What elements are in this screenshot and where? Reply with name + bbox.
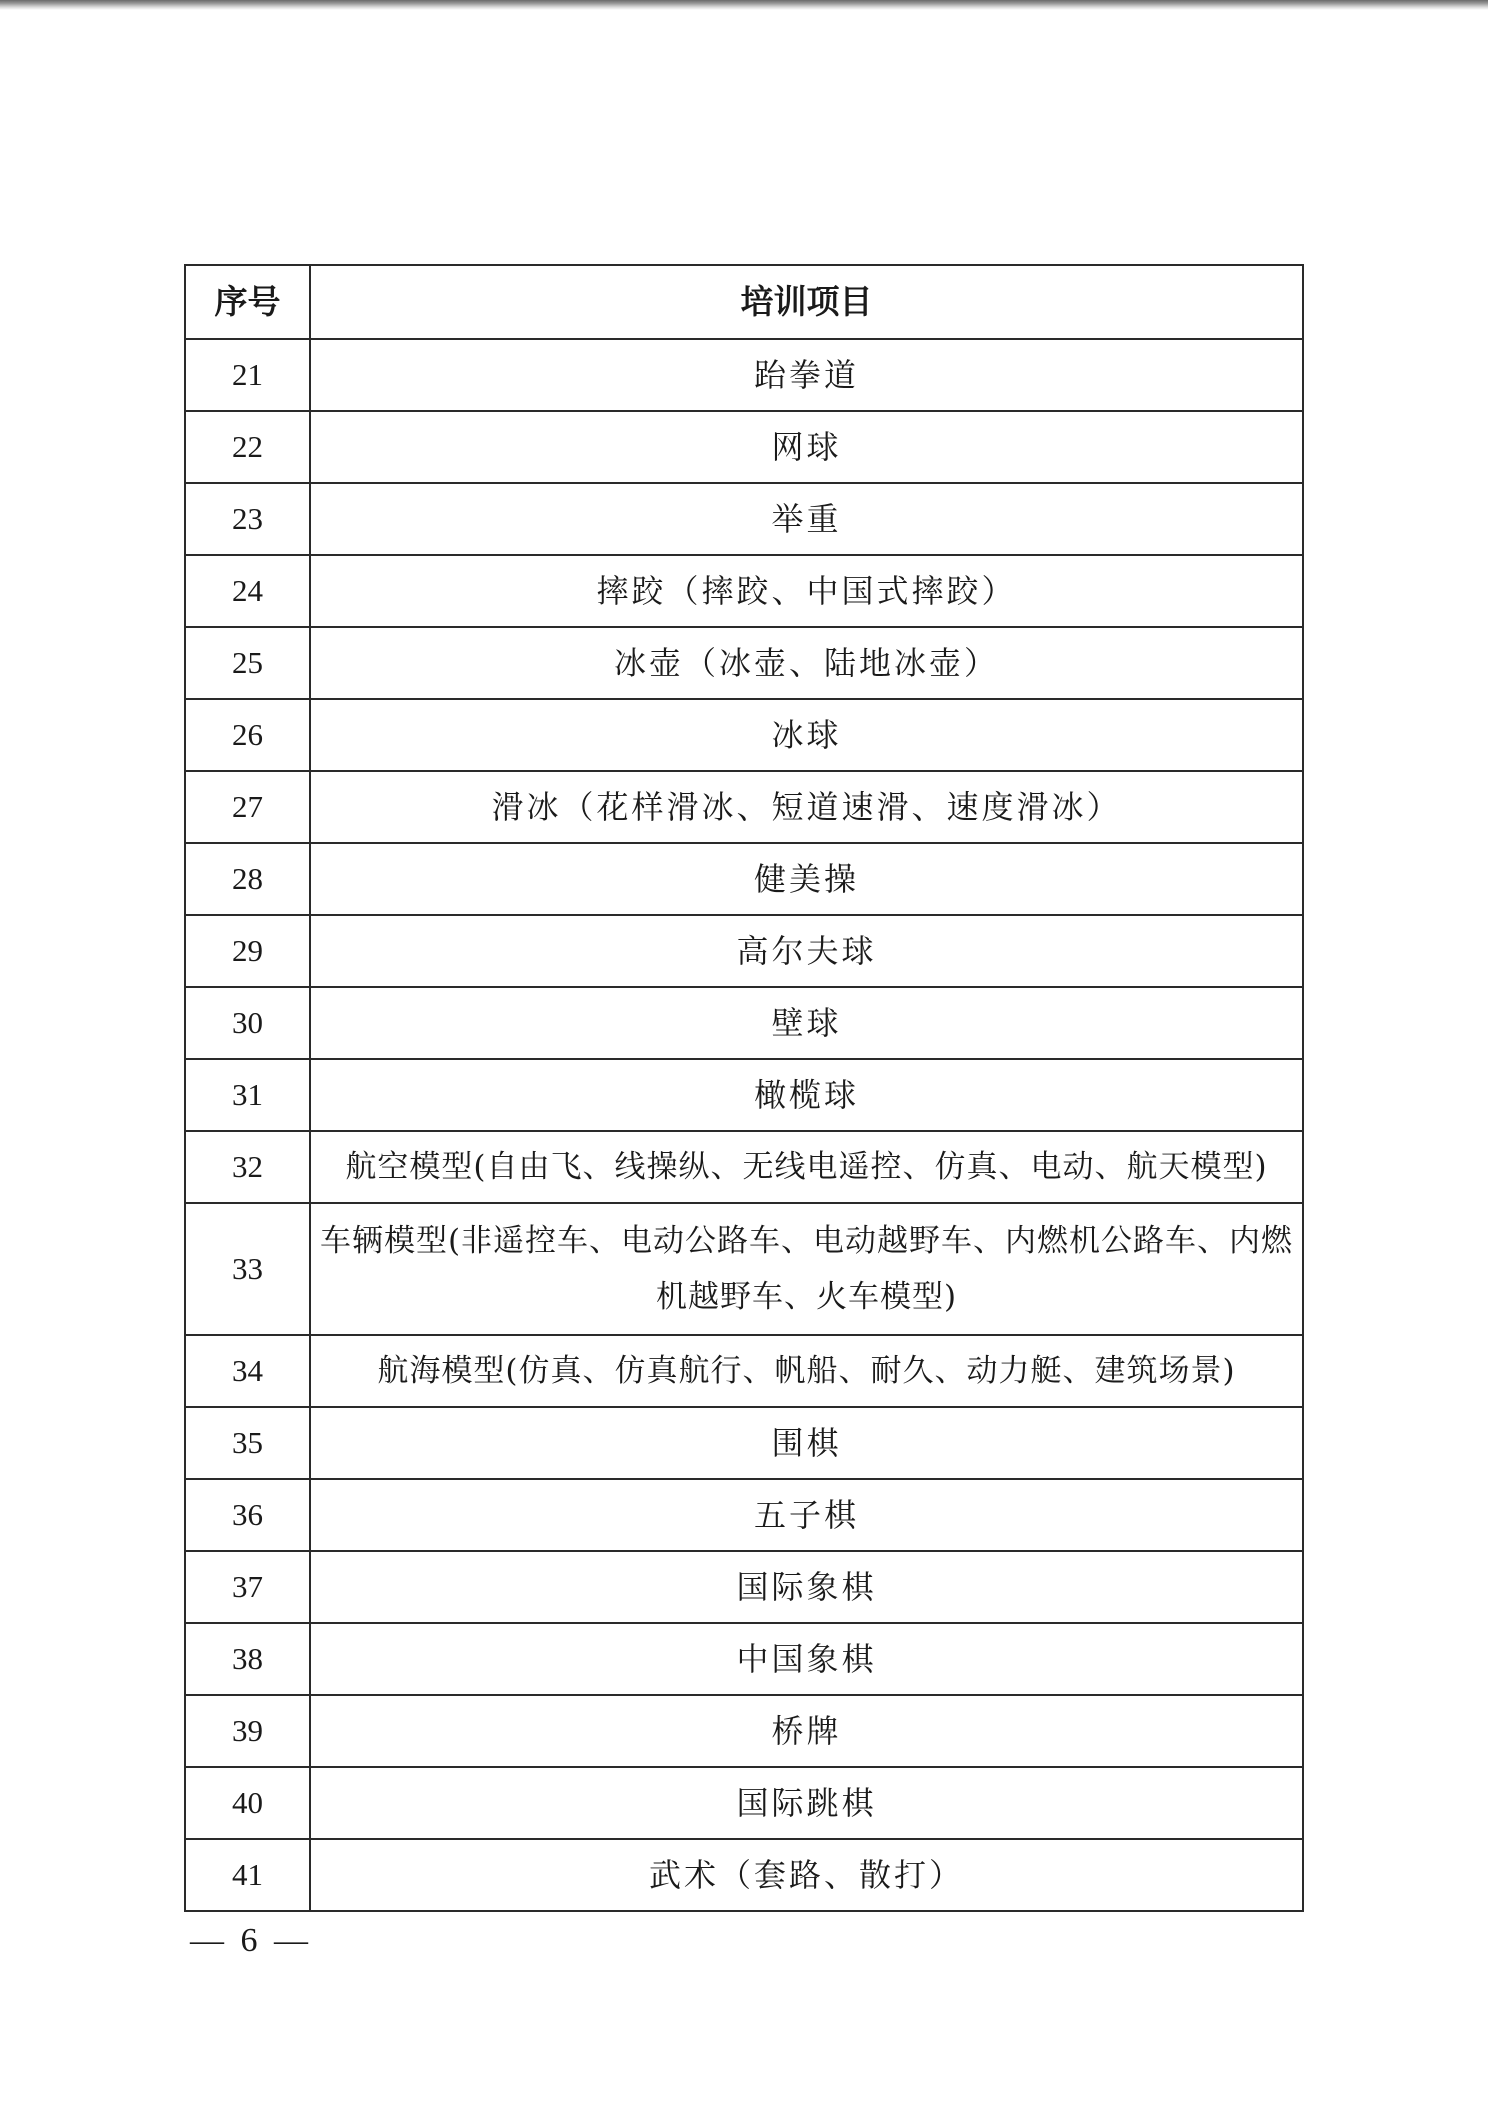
table-row — [185, 627, 1303, 699]
row-training-item: 五子棋 — [310, 1479, 1303, 1551]
header-serial-number: 序号 — [185, 265, 310, 339]
row-serial-number: 39 — [185, 1695, 310, 1767]
row-serial-number: 37 — [185, 1551, 310, 1623]
page-number: — 6 — — [190, 1922, 312, 1959]
table-row — [185, 555, 1303, 627]
row-serial-number: 40 — [185, 1767, 310, 1839]
row-serial-number: 22 — [185, 411, 310, 483]
table-row — [185, 1695, 1303, 1767]
header-training-item: 培训项目 — [310, 265, 1303, 339]
training-items-table-container — [184, 264, 1302, 1912]
row-training-item: 围棋 — [310, 1407, 1303, 1479]
table-row — [185, 1767, 1303, 1839]
table-row — [185, 1059, 1303, 1131]
training-items-table — [184, 264, 1304, 1912]
table-row — [185, 771, 1303, 843]
row-training-item: 车辆模型(非遥控车、电动公路车、电动越野车、内燃机公路车、内燃机越野车、火车模型) — [310, 1203, 1303, 1335]
table-row — [185, 843, 1303, 915]
row-serial-number: 24 — [185, 555, 310, 627]
row-training-item: 壁球 — [310, 987, 1303, 1059]
row-serial-number: 25 — [185, 627, 310, 699]
row-training-item: 健美操 — [310, 843, 1303, 915]
row-training-item: 桥牌 — [310, 1695, 1303, 1767]
row-serial-number: 23 — [185, 483, 310, 555]
row-training-item: 网球 — [310, 411, 1303, 483]
table-row — [185, 1335, 1303, 1407]
table-row — [185, 1407, 1303, 1479]
row-training-item: 武术（套路、散打） — [310, 1839, 1303, 1911]
row-serial-number: 33 — [185, 1203, 310, 1335]
row-training-item: 航空模型(自由飞、线操纵、无线电遥控、仿真、电动、航天模型) — [310, 1131, 1303, 1203]
table-row — [185, 411, 1303, 483]
table-row — [185, 1839, 1303, 1911]
table-row — [185, 1479, 1303, 1551]
row-training-item: 冰壶（冰壶、陆地冰壶） — [310, 627, 1303, 699]
row-serial-number: 41 — [185, 1839, 310, 1911]
row-training-item: 国际象棋 — [310, 1551, 1303, 1623]
row-serial-number: 32 — [185, 1131, 310, 1203]
row-serial-number: 29 — [185, 915, 310, 987]
table-row — [185, 1623, 1303, 1695]
row-serial-number: 38 — [185, 1623, 310, 1695]
row-training-item: 橄榄球 — [310, 1059, 1303, 1131]
row-training-item: 跆拳道 — [310, 339, 1303, 411]
table-header-row — [185, 265, 1303, 339]
table-row — [185, 1551, 1303, 1623]
row-training-item: 冰球 — [310, 699, 1303, 771]
row-serial-number: 31 — [185, 1059, 310, 1131]
row-training-item: 国际跳棋 — [310, 1767, 1303, 1839]
row-training-item: 举重 — [310, 483, 1303, 555]
row-training-item: 航海模型(仿真、仿真航行、帆船、耐久、动力艇、建筑场景) — [310, 1335, 1303, 1407]
table-row — [185, 1203, 1303, 1335]
table-row — [185, 699, 1303, 771]
table-row — [185, 483, 1303, 555]
row-serial-number: 26 — [185, 699, 310, 771]
table-row — [185, 987, 1303, 1059]
row-serial-number: 36 — [185, 1479, 310, 1551]
row-serial-number: 28 — [185, 843, 310, 915]
table-row — [185, 339, 1303, 411]
row-serial-number: 27 — [185, 771, 310, 843]
table-row — [185, 915, 1303, 987]
row-serial-number: 21 — [185, 339, 310, 411]
row-serial-number: 34 — [185, 1335, 310, 1407]
table-row — [185, 1131, 1303, 1203]
row-serial-number: 30 — [185, 987, 310, 1059]
row-training-item: 高尔夫球 — [310, 915, 1303, 987]
row-training-item: 滑冰（花样滑冰、短道速滑、速度滑冰） — [310, 771, 1303, 843]
row-training-item: 中国象棋 — [310, 1623, 1303, 1695]
scan-edge-shadow — [0, 0, 1488, 10]
row-serial-number: 35 — [185, 1407, 310, 1479]
row-training-item: 摔跤（摔跤、中国式摔跤） — [310, 555, 1303, 627]
